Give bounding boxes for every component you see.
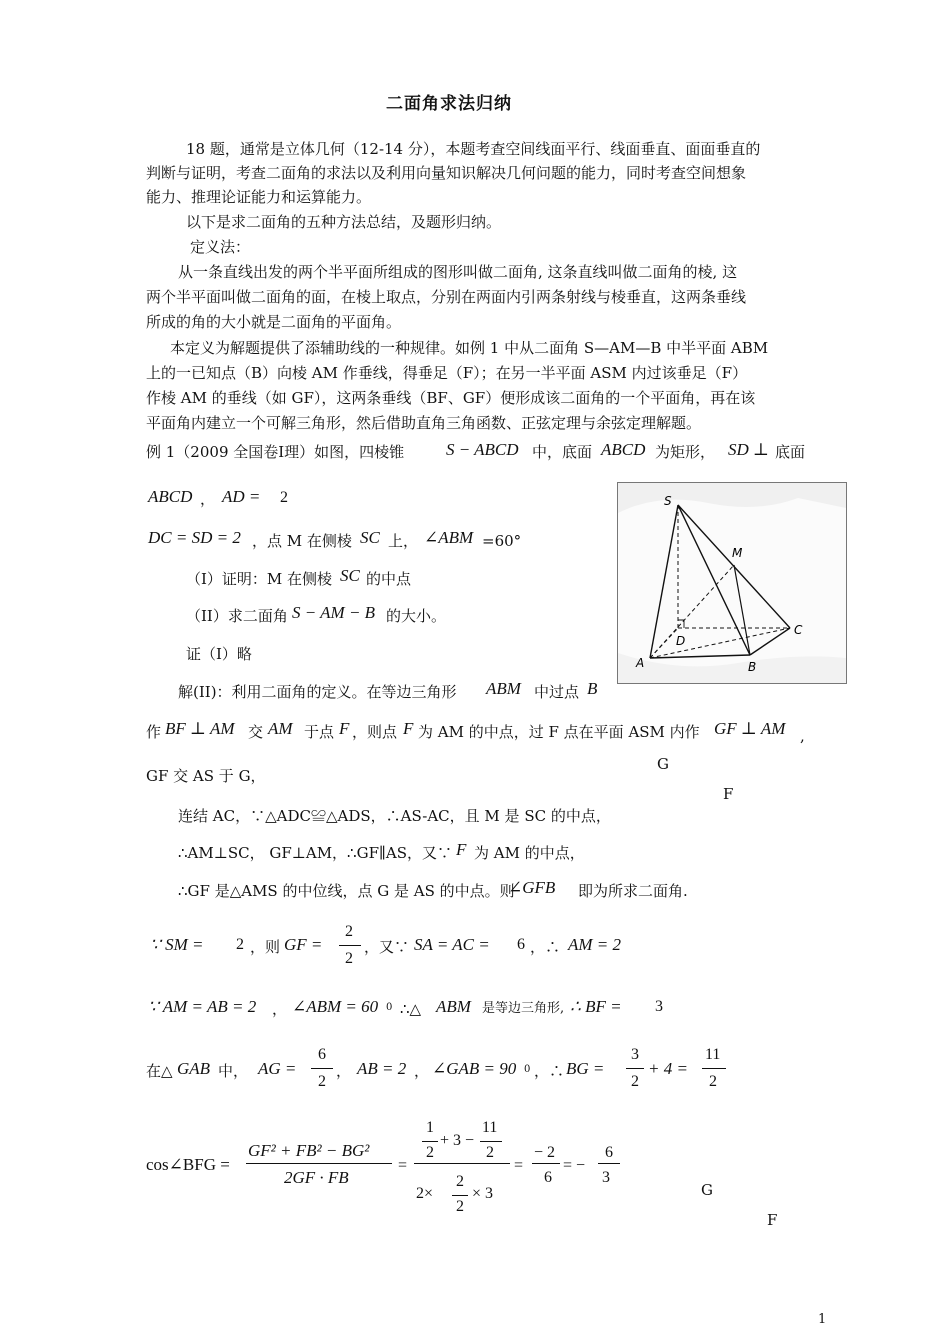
eq3-comma2: ， xyxy=(414,1062,430,1080)
f-top-plus: + 3 − xyxy=(440,1132,475,1149)
sol-then: ，则点 xyxy=(352,723,398,741)
sol-midpoint-text: 为 AM 的中点，过 F 点在平面 ASM 内作 xyxy=(418,723,700,741)
intro-line-2: 判断与证明，考查二面角的求法以及利用向量知识解决几何问题的能力，同时考查空间想象 xyxy=(146,164,747,182)
f-top-bar1 xyxy=(422,1141,438,1142)
explanation-line-1: 本定义为解题提供了添辅助线的一种规律。如例 1 中从二面角 S—AM—B 中半平面 ABM xyxy=(170,339,769,357)
eq3-in: 在△ xyxy=(146,1062,173,1080)
cos-numerator: GF² + FB² − BG² xyxy=(248,1141,370,1160)
angle-gfb: ∠GFB xyxy=(508,878,556,897)
eq3-comma1: ， xyxy=(336,1062,352,1080)
f-top-11: 11 xyxy=(482,1119,498,1136)
eq1-sm: ∵ SM = xyxy=(150,935,204,954)
on-text: 上， xyxy=(388,532,419,550)
f-bot-2x: 2× xyxy=(416,1185,434,1202)
eq3-degree: 0 xyxy=(524,1064,531,1075)
eq2-equilateral: 是等边三角形, xyxy=(482,1001,565,1016)
sc-label: SC xyxy=(360,528,380,547)
proof-1: 证（I）略 xyxy=(186,645,252,663)
eq1-also: ，又∵ xyxy=(364,938,410,956)
example-tail: 底面 xyxy=(775,443,806,461)
r-den: 6 xyxy=(544,1169,552,1186)
eq3-res-den: 2 xyxy=(709,1073,717,1090)
page-number: 1 xyxy=(818,1312,827,1327)
sol-abm: ABM xyxy=(486,679,521,698)
method-label: 定义法： xyxy=(190,238,251,256)
ad-eq: AD = xyxy=(222,487,261,506)
q2-tail: 的大小。 xyxy=(386,607,447,625)
label-m: M xyxy=(732,546,743,560)
eq3-plus4: + 4 = xyxy=(648,1059,688,1078)
solution-line-1: 解(II)：利用二面角的定义。在等边三角形 xyxy=(178,683,457,701)
base-label: ABCD xyxy=(601,440,646,459)
eq1-frac-bar xyxy=(339,945,361,946)
f-main-bar xyxy=(414,1163,510,1164)
eq1-gf: GF = xyxy=(284,935,323,954)
solution-line-6: ∴GF 是△AMS 的中位线，点 G 是 AS 的中点。则 xyxy=(178,882,515,900)
eq2-therefore: ∴△ xyxy=(400,1000,422,1018)
eq1-am: AM = 2 xyxy=(568,935,622,954)
example-head: 例 1（2009 全国卷Ⅰ理）如图，四棱锥 xyxy=(146,443,405,461)
eq2-am-ab: ∵ AM = AB = 2 xyxy=(148,997,257,1016)
intro-line-3: 能力、推理论证能力和运算能力。 xyxy=(146,188,372,206)
example-rect: 为矩形， xyxy=(655,443,716,461)
sol-am: AM xyxy=(268,719,293,738)
f-top-den1: 2 xyxy=(426,1144,434,1161)
eq1-therefore: ，∴ xyxy=(530,938,561,956)
solution-line-3: GF 交 AS 于 G， xyxy=(146,767,266,785)
sol-l5-tail: 为 AM 的中点， xyxy=(474,844,585,862)
q1-tail: 的中点 xyxy=(366,570,412,588)
sol-comma: , xyxy=(800,727,805,745)
sol-through: 中过点 xyxy=(534,683,580,701)
sol-f1: F xyxy=(339,719,350,738)
explanation-line-4: 平面角内建立一个可解三角形，然后借助直角三角函数、正弦定理与余弦定理解题。 xyxy=(146,414,702,432)
eq2-degree: 0 xyxy=(386,1002,393,1013)
question-1: （I）证明：M 在侧棱 xyxy=(186,570,333,588)
stray-label-g1: G xyxy=(657,755,669,773)
point-m-text: ，点 M 在侧棱 xyxy=(252,532,352,550)
r2-num: 6 xyxy=(605,1144,613,1161)
eq1-then: ，则 xyxy=(250,938,281,956)
explanation-line-2: 上的一已知点（B）向棱 AM 作垂线，得垂足（F）；在另一半平面 ASM 内过该垂足（F） xyxy=(146,364,748,382)
eq3-res-num: 11 xyxy=(705,1046,721,1063)
eq3-bg: BG = xyxy=(566,1059,605,1078)
eq2-comma: ， xyxy=(272,1000,288,1018)
sol-make: 作 xyxy=(146,723,162,741)
gf-perp-am: GF ⊥ AM xyxy=(714,719,786,738)
pyramid-diagram xyxy=(618,483,846,683)
cos-label: cos∠BFG = xyxy=(146,1155,230,1174)
solution-line-5: ∴AM⊥SC， GF⊥AM，∴GF∥AS，又∵ xyxy=(178,844,453,862)
f-bot-bar xyxy=(452,1195,468,1196)
sol-f2: F xyxy=(403,719,414,738)
f-bot-x3: × 3 xyxy=(472,1185,494,1202)
bf-perp-am: BF ⊥ AM xyxy=(165,719,235,738)
eq3-gab: GAB xyxy=(177,1059,211,1078)
pyramid-label: S − ABCD xyxy=(446,440,519,459)
cos-eq3: = − xyxy=(563,1157,586,1174)
eq3-therefore: ，∴ xyxy=(534,1062,565,1080)
definition-line-3: 所成的角的大小就是二面角的平面角。 xyxy=(146,313,402,331)
eq3-ag-bar xyxy=(311,1068,333,1069)
label-a: A xyxy=(636,656,645,670)
explanation-line-3: 作棱 AM 的垂线（如 GF），这两条垂线（BF、GF）便形成该二面角的一个平面角，再在该 xyxy=(146,389,756,407)
solution-line-4: 连结 AC，∵△ADC≌△ADS，∴AS-AC，且 M 是 SC 的中点， xyxy=(178,807,611,825)
label-s: S xyxy=(664,494,672,508)
eq2-bf-value: 3 xyxy=(655,998,663,1015)
r2-den: 3 xyxy=(602,1169,610,1186)
r2-bar xyxy=(598,1163,620,1164)
eq3-bg-den: 2 xyxy=(631,1073,639,1090)
intro-line-1: 18 题，通常是立体几何（12-14 分），本题考查空间线面平行、线面垂直、面面垂直的 xyxy=(186,140,761,158)
eq3-ab: AB = 2 xyxy=(357,1059,407,1078)
definition-line-1: 从一条直线出发的两个半平面所组成的图形叫做二面角, 这条直线叫做二面角的棱, 这 xyxy=(178,263,738,281)
f-top-bar2 xyxy=(480,1141,502,1142)
page-title: 二面角求法归纳 xyxy=(386,94,512,114)
label-d: D xyxy=(676,634,686,648)
sol-f3: F xyxy=(456,840,467,859)
stray-label-g2: G xyxy=(701,1181,713,1199)
eq3-ag-num: 6 xyxy=(318,1046,326,1063)
cos-eq1: = xyxy=(398,1157,408,1174)
eq1-sa-ac: SA = AC = xyxy=(414,935,490,954)
eq3-res-bar xyxy=(702,1068,726,1069)
cos-main-bar xyxy=(246,1163,392,1164)
intro-line-4: 以下是求二面角的五种方法总结，及题形归纳。 xyxy=(186,213,502,231)
f-bot-den: 2 xyxy=(456,1198,464,1215)
eq1-frac-num: 2 xyxy=(345,923,353,940)
angle-value: =60° xyxy=(482,532,522,550)
r-num: − 2 xyxy=(534,1144,556,1161)
eq3-bg-bar xyxy=(626,1068,644,1069)
pyramid-figure xyxy=(617,482,847,684)
example-mid: 中，底面 xyxy=(532,443,593,461)
cos-denominator: 2GF · FB xyxy=(284,1168,349,1187)
f-top-den2: 2 xyxy=(486,1144,494,1161)
base-abcd: ABCD xyxy=(148,487,193,506)
eq1-sa-value: 6 xyxy=(517,936,525,953)
eq3-angle: ∠GAB = 90 xyxy=(432,1059,517,1078)
angle-abm: ∠ABM xyxy=(424,528,474,547)
eq1-sm-value: 2 xyxy=(236,936,244,953)
sol-at-point: 于点 xyxy=(304,723,335,741)
eq3-bg-num: 3 xyxy=(631,1046,639,1063)
eq2-bf: ∴ BF = xyxy=(570,997,622,1016)
r-bar xyxy=(532,1163,560,1164)
sol-meet: 交 xyxy=(248,723,264,741)
stray-label-f1: F xyxy=(723,785,734,803)
label-c: C xyxy=(794,623,803,637)
eq1-frac-den: 2 xyxy=(345,950,353,967)
eq2-angle: ∠ABM = 60 xyxy=(292,997,379,1016)
eq3-ag: AG = xyxy=(258,1059,297,1078)
f-bot-num: 2 xyxy=(456,1173,464,1190)
question-2: （II）求二面角 xyxy=(186,607,288,625)
sol-l6-tail: 即为所求二面角. xyxy=(578,882,688,900)
dc-sd-eq: DC = SD = 2 xyxy=(148,528,241,547)
cos-eq2: = xyxy=(514,1157,524,1174)
stray-label-f2: F xyxy=(767,1211,778,1229)
eq3-middle: 中， xyxy=(218,1062,249,1080)
sol-b: B xyxy=(587,679,598,698)
eq2-abm: ABM xyxy=(436,997,471,1016)
sd-perp: SD ⊥ xyxy=(728,440,770,459)
q1-sc: SC xyxy=(340,566,360,585)
label-b: B xyxy=(748,660,757,674)
q2-angle: S − AM − B xyxy=(292,603,376,622)
eq3-ag-den: 2 xyxy=(318,1073,326,1090)
definition-line-2: 两个半平面叫做二面角的面，在棱上取点，分别在两面内引两条射线与棱垂直，这两条垂线 xyxy=(146,288,747,306)
ad-value: 2 xyxy=(280,489,288,506)
comma: ， xyxy=(200,490,216,508)
f-top-1: 1 xyxy=(426,1119,434,1136)
